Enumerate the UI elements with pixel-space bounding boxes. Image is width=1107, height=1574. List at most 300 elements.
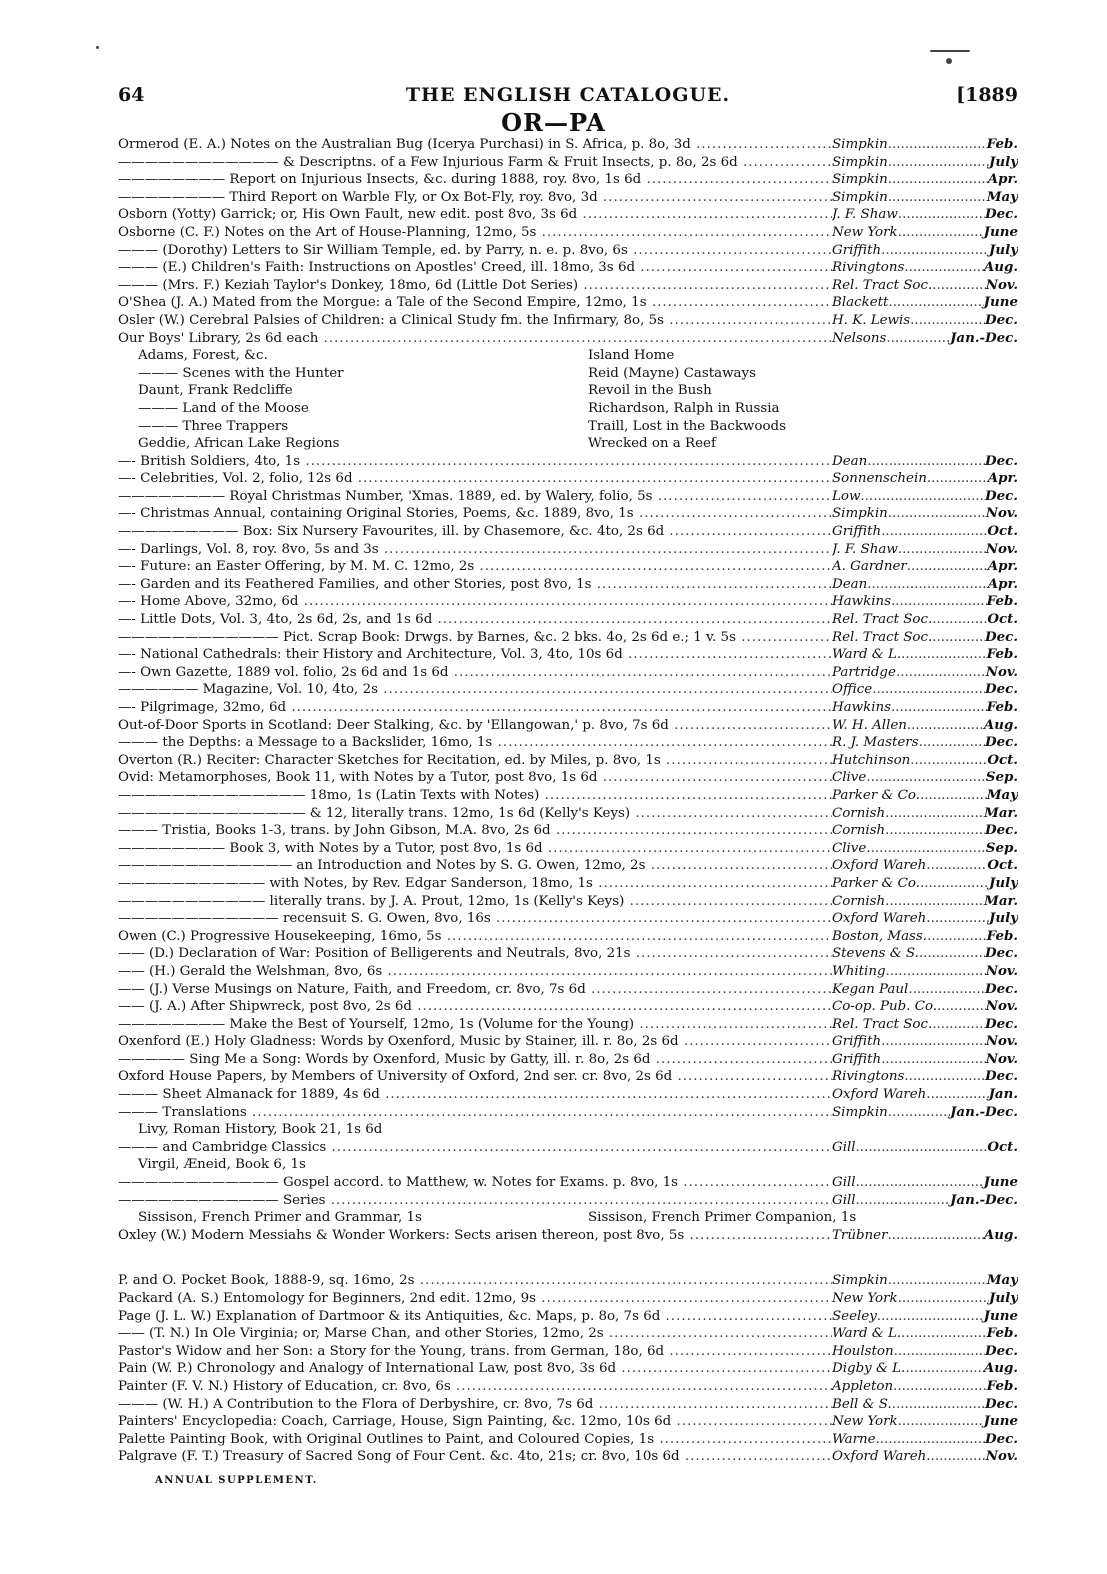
entry-month: Oct. xyxy=(987,1138,1018,1155)
entry-publisher: Trübner xyxy=(832,1227,888,1243)
entry-title: Oxley (W.) Modern Messiahs & Wonder Workers: Sects arisen thereon, post 8vo, 5s ..... xyxy=(118,1227,832,1245)
catalogue-entry xyxy=(118,294,1018,312)
entry-title: Packard (A. S.) Entomology for Beginners, 2nd edit. 12mo, 9s ..... xyxy=(118,1290,832,1308)
entry-publisher-month xyxy=(832,154,1018,172)
entry-publisher: Rel. Tract Soc. xyxy=(832,612,933,628)
entry-month: Sep. xyxy=(985,839,1018,856)
entry-title: ———————————— recensuit S. G. Owen, 8vo, 16s ..... xyxy=(118,910,832,928)
entry-publisher-month xyxy=(832,734,1018,752)
entry-publisher: Kegan Paul xyxy=(832,981,909,997)
entry-title: Livy, Roman History, Book 21, 1s 6d xyxy=(138,1122,383,1138)
entry-publisher: Partridge xyxy=(832,664,896,680)
entry-publisher: Houlston xyxy=(832,1343,894,1359)
entry-publisher-month xyxy=(832,277,1018,295)
entry-publisher-month xyxy=(832,1227,1018,1245)
entry-title: ————— Sing Me a Song: Words by Oxenford, Music by Gatty, ill. r. 8o, 2s 6d ..... xyxy=(118,1051,832,1069)
entry-month: Nov. xyxy=(985,1448,1018,1465)
entry-title: Owen (C.) Progressive Housekeeping, 16mo, 5s ..... xyxy=(118,928,832,946)
entry-publisher: Hawkins xyxy=(832,594,892,610)
entry-month: June xyxy=(983,1413,1018,1430)
catalogue-entry xyxy=(118,1308,1018,1326)
entry-month: Nov. xyxy=(985,276,1018,293)
entry-publisher-month xyxy=(832,998,1018,1016)
catalogue-entry xyxy=(118,523,1018,541)
entry-title: —— (J.) Verse Musings on Nature, Faith, and Freedom, cr. 8vo, 7s 6d ..... xyxy=(118,981,832,999)
entry-publisher-month xyxy=(832,681,1018,699)
library-sublist-row xyxy=(118,418,1018,436)
entry-title: Virgil, Æneid, Book 6, 1s xyxy=(138,1157,306,1173)
entry-publisher: Oxford Wareh. xyxy=(832,1449,931,1465)
entry-publisher-month xyxy=(832,330,1018,348)
entry-publisher-month xyxy=(832,1396,1018,1414)
entry-publisher-month xyxy=(832,1378,1018,1396)
translation-right: Sissison, French Primer Companion, 1s xyxy=(588,1210,857,1226)
entry-month: Aug. xyxy=(983,716,1018,733)
entry-publisher: New York xyxy=(832,1414,898,1430)
entry-month: Apr. xyxy=(987,171,1018,188)
entry-month: Dec. xyxy=(985,206,1018,223)
catalogue-entry xyxy=(118,242,1018,260)
catalogue-entry xyxy=(118,541,1018,559)
catalogue-entry xyxy=(118,558,1018,576)
entry-publisher: Griffith xyxy=(832,242,882,258)
entry-title: ——— (Dorothy) Letters to Sir William Temple, ed. by Parry, n. e. p. 8vo, 6s ..... xyxy=(118,242,832,260)
entry-publisher-month xyxy=(832,1139,1018,1157)
catalogue-entry xyxy=(118,1068,1018,1086)
catalogue-entry xyxy=(118,699,1018,717)
entry-publisher: New York xyxy=(832,1291,898,1306)
entry-publisher: Simpkin xyxy=(832,1273,888,1289)
entry-month: Dec. xyxy=(985,681,1018,698)
entry-publisher: Clive xyxy=(832,840,867,856)
entry-month: July xyxy=(989,241,1018,258)
entry-publisher: Rel. Tract Soc. xyxy=(832,629,933,645)
entry-publisher: Clive xyxy=(832,770,867,786)
catalogue-entry xyxy=(118,453,1018,471)
entry-month: Mar. xyxy=(984,804,1018,821)
entry-publisher: Ward & L. xyxy=(832,647,902,663)
entry-title: ——————————— with Notes, by Rev. Edgar Sanderson, 18mo, 1s ..... xyxy=(118,875,832,893)
entry-publisher: Rel. Tract Soc. xyxy=(832,277,933,293)
catalogue-entry xyxy=(118,1325,1018,1343)
entry-title: ——— (Mrs. F.) Keziah Taylor's Donkey, 18mo, 6d (Little Dot Series) ..... xyxy=(118,277,832,295)
entry-publisher: Dean xyxy=(832,576,868,592)
translation-item xyxy=(118,1156,1018,1174)
entry-publisher-month xyxy=(832,488,1018,506)
entry-publisher: Office xyxy=(832,682,873,698)
entry-month: July xyxy=(989,874,1018,891)
entry-title: Painters' Encyclopedia: Coach, Carriage, House, Sign Painting, &c. 12mo, 10s 6d ..... xyxy=(118,1413,832,1431)
entry-month: Dec. xyxy=(985,1015,1018,1032)
entry-month: Feb. xyxy=(986,1325,1018,1342)
catalogue-entry xyxy=(118,1139,1018,1157)
entry-title: —————— Magazine, Vol. 10, 4to, 2s ..... xyxy=(118,681,832,699)
entry-month: June xyxy=(983,1307,1018,1324)
entry-publisher-month xyxy=(832,875,1018,893)
entry-month: Dec. xyxy=(985,1430,1018,1447)
catalogue-entry xyxy=(118,259,1018,277)
entry-title: —- Christmas Annual, containing Original Stories, Poems, &c. 1889, 8vo, 1s ..... xyxy=(118,505,832,523)
library-title-right: Wrecked on a Reef xyxy=(588,436,716,452)
catalogue-entry xyxy=(118,1396,1018,1414)
entry-publisher-month xyxy=(832,1016,1018,1034)
entry-publisher-month xyxy=(832,1413,1018,1431)
catalogue-entry xyxy=(118,488,1018,506)
entry-publisher-month xyxy=(832,470,1018,488)
catalogue-entry xyxy=(118,875,1018,893)
catalogue-entry xyxy=(118,1174,1018,1192)
entry-title: —- Celebrities, Vol. 2, folio, 12s 6d ..... xyxy=(118,470,832,488)
library-sublist-row xyxy=(118,400,1018,418)
section-title: OR—PA xyxy=(501,108,606,137)
entry-publisher-month xyxy=(832,523,1018,541)
catalogue-entry xyxy=(118,171,1018,189)
entry-month: Mar. xyxy=(984,892,1018,909)
entry-publisher-month xyxy=(832,189,1018,207)
entry-publisher: Stevens & S. xyxy=(832,946,919,962)
entry-publisher: Simpkin xyxy=(832,172,888,188)
catalogue-entry xyxy=(118,1192,1018,1210)
catalogue-entry xyxy=(118,154,1018,172)
entry-publisher: W. H. Allen xyxy=(832,717,907,733)
entry-publisher-month xyxy=(832,1033,1018,1051)
catalogue-entry xyxy=(118,734,1018,752)
entry-publisher: Blackett xyxy=(832,295,889,311)
entry-publisher: Dean xyxy=(832,453,868,469)
entry-month: Apr. xyxy=(987,575,1018,592)
entry-publisher-month xyxy=(832,1272,1018,1290)
entry-month: Nov. xyxy=(985,663,1018,680)
entry-publisher-month xyxy=(832,963,1018,981)
catalogue-entry xyxy=(118,1086,1018,1104)
entry-publisher: Bell & S. xyxy=(832,1396,892,1412)
entry-month: Dec. xyxy=(985,1395,1018,1412)
entry-publisher-month xyxy=(832,1051,1018,1069)
entry-publisher-month xyxy=(832,769,1018,787)
entry-publisher: A. Gardner xyxy=(832,559,907,575)
entry-title: Oxford House Papers, by Members of University of Oxford, 2nd ser. cr. 8vo, 2s 6d ..... xyxy=(118,1068,832,1086)
entry-publisher-month xyxy=(832,541,1018,559)
catalogue-entry xyxy=(118,945,1018,963)
entry-publisher: Nelsons xyxy=(832,330,887,346)
entry-publisher-month xyxy=(832,224,1018,242)
catalogue-entry xyxy=(118,840,1018,858)
entry-publisher: J. F. Shaw xyxy=(832,541,898,557)
entry-publisher-month xyxy=(832,1325,1018,1343)
entry-month: June xyxy=(983,223,1018,240)
entry-title: Pain (W. P.) Chronology and Analogy of International Law, post 8vo, 3s 6d ..... xyxy=(118,1360,832,1378)
entry-title: ——— Translations ..... xyxy=(118,1104,832,1122)
library-title-left: ——— Land of the Moose xyxy=(138,400,309,416)
entry-title: —- Pilgrimage, 32mo, 6d ..... xyxy=(118,699,832,717)
entry-month: Aug. xyxy=(983,1226,1018,1243)
entry-publisher: Warne xyxy=(832,1431,876,1447)
entry-month: Dec. xyxy=(985,945,1018,962)
entry-publisher: Rivingtons xyxy=(832,260,905,276)
entry-title: ——— the Depths: a Message to a Backslider, 16mo, 1s ..... xyxy=(118,734,832,752)
entry-month: May xyxy=(986,188,1018,205)
entry-month: Dec. xyxy=(985,822,1018,839)
print-speck xyxy=(96,46,99,49)
entry-publisher: Simpkin xyxy=(832,154,888,170)
catalogue-entry xyxy=(118,752,1018,770)
entry-publisher-month xyxy=(832,1086,1018,1104)
entry-publisher-month xyxy=(832,259,1018,277)
catalogue-entry xyxy=(118,1104,1018,1122)
catalogue-entry xyxy=(118,312,1018,330)
translations-sublist xyxy=(118,1121,1018,1227)
entry-title: —- Own Gazette, 1889 vol. folio, 2s 6d and 1s 6d ..... xyxy=(118,664,832,682)
entry-publisher: Low xyxy=(832,488,861,504)
entry-publisher-month xyxy=(832,505,1018,523)
entry-publisher-month xyxy=(832,1431,1018,1449)
entry-publisher-month xyxy=(832,699,1018,717)
entry-publisher-month xyxy=(832,857,1018,875)
entry-publisher-month xyxy=(832,1343,1018,1361)
entry-month: Dec. xyxy=(985,734,1018,751)
entry-month: Nov. xyxy=(985,1050,1018,1067)
entry-month: Feb. xyxy=(986,136,1018,152)
entry-title: O'Shea (J. A.) Mated from the Morgue: a Tale of the Second Empire, 12mo, 1s ..... xyxy=(118,294,832,312)
entry-month: Nov. xyxy=(985,505,1018,522)
entry-month: Oct. xyxy=(987,751,1018,768)
catalogue-entry xyxy=(118,576,1018,594)
catalogue-entry xyxy=(118,1227,1018,1245)
catalogue-entry xyxy=(118,717,1018,735)
catalogue-entry xyxy=(118,805,1018,823)
entry-title: Our Boys' Library, 2s 6d each ..... xyxy=(118,330,832,348)
entry-title: —- British Soldiers, 4to, 1s ..... xyxy=(118,453,832,471)
catalogue-entry xyxy=(118,822,1018,840)
entry-publisher: Appleton xyxy=(832,1378,894,1394)
entry-publisher: Co-op. Pub. Co. xyxy=(832,999,938,1015)
entry-publisher-month xyxy=(832,1174,1018,1192)
catalogue-entry xyxy=(118,1343,1018,1361)
entry-publisher: Griffith xyxy=(832,524,882,540)
entry-title: P. and O. Pocket Book, 1888-9, sq. 16mo, 2s ..... xyxy=(118,1272,832,1290)
entry-publisher: Ward & L. xyxy=(832,1326,902,1342)
catalogue-entry xyxy=(118,1431,1018,1449)
entry-month: Sep. xyxy=(985,769,1018,786)
entry-title: ———————————— Pict. Scrap Book: Drwgs. by Barnes, &c. 2 bks. 4o, 2s 6d e.; 1 v. 5s ..... xyxy=(118,629,832,647)
entry-month: Oct. xyxy=(987,523,1018,540)
entry-publisher-month xyxy=(832,1068,1018,1086)
entry-title: ————————————— an Introduction and Notes by S. G. Owen, 12mo, 2s ..... xyxy=(118,857,832,875)
entry-publisher-month xyxy=(832,822,1018,840)
entry-publisher: Boston, Mass. xyxy=(832,928,928,944)
entry-title: Palette Painting Book, with Original Outlines to Paint, and Coloured Copies, 1s ..... xyxy=(118,1431,832,1449)
catalogue-entry xyxy=(118,928,1018,946)
entry-title: Page (J. L. W.) Explanation of Dartmoor & its Antiquities, &c. Maps, p. 8o, 7s 6d ..... xyxy=(118,1308,832,1326)
entry-month: Nov. xyxy=(985,998,1018,1015)
entry-publisher: Simpkin xyxy=(832,506,888,522)
library-title-left: Daunt, Frank Redcliffe xyxy=(138,383,293,399)
entry-publisher-month xyxy=(832,453,1018,471)
catalogue-entry xyxy=(118,136,1018,154)
library-title-left: ——— Scenes with the Hunter xyxy=(138,365,344,381)
entry-publisher: Simpkin xyxy=(832,189,888,205)
entry-title: —— (J. A.) After Shipwreck, post 8vo, 2s 6d ..... xyxy=(118,998,832,1016)
catalogue-title: THE ENGLISH CATALOGUE. xyxy=(405,84,731,106)
catalogue-entry xyxy=(118,629,1018,647)
entry-month: Feb. xyxy=(986,927,1018,944)
entry-title: ———————————— Series ..... xyxy=(118,1192,832,1210)
entry-month: Feb. xyxy=(986,646,1018,663)
entry-month: July xyxy=(989,1290,1018,1306)
library-title-right: Revoil in the Bush xyxy=(588,383,712,399)
entry-title: —————————————— 18mo, 1s (Latin Texts with Notes) ..... xyxy=(118,787,832,805)
library-sublist-row xyxy=(118,365,1018,383)
entry-publisher: Simpkin xyxy=(832,1104,888,1120)
entry-title: ——— (W. H.) A Contribution to the Flora of Derbyshire, cr. 8vo, 7s 6d ..... xyxy=(118,1396,832,1414)
entry-publisher-month xyxy=(832,805,1018,823)
entry-month: Dec. xyxy=(985,452,1018,469)
entry-title: Ovid: Metamorphoses, Book 11, with Notes by a Tutor, post 8vo, 1s 6d ..... xyxy=(118,769,832,787)
page-header xyxy=(118,84,1018,110)
entry-month: Nov. xyxy=(985,962,1018,979)
entry-title: —— (H.) Gerald the Welshman, 8vo, 6s ..... xyxy=(118,963,832,981)
catalogue-entry xyxy=(118,1360,1018,1378)
translation-pair xyxy=(118,1209,1018,1227)
catalogue-entry xyxy=(118,787,1018,805)
entry-publisher-month xyxy=(832,206,1018,224)
print-speck xyxy=(946,58,952,64)
year-marker: [1889 xyxy=(956,84,1018,106)
entry-publisher-month xyxy=(832,893,1018,911)
entry-title: Ormerod (E. A.) Notes on the Australian Bug (Icerya Purchasi) in S. Africa, p. 8o, 3d ..... xyxy=(118,136,832,154)
library-title-right: Traill, Lost in the Backwoods xyxy=(588,418,786,434)
entry-publisher-month xyxy=(832,840,1018,858)
entry-publisher: Cornish xyxy=(832,893,886,909)
catalogue-entry xyxy=(118,681,1018,699)
entry-month: May xyxy=(986,1272,1018,1289)
entry-title: Palgrave (F. T.) Treasury of Sacred Song of Four Cent. &c. 4to, 21s; cr. 8vo, 10s 6d ..... xyxy=(118,1448,832,1466)
entry-publisher-month xyxy=(832,1192,1018,1210)
section-gap xyxy=(118,1244,1018,1272)
entry-publisher: New York xyxy=(832,224,898,240)
catalogue-entry xyxy=(118,910,1018,928)
entry-publisher: Rel. Tract Soc. xyxy=(832,1016,933,1032)
library-sublist-row xyxy=(118,382,1018,400)
entry-title: Pastor's Widow and her Son: a Story for the Young, trans. from German, 18o, 6d ..... xyxy=(118,1343,832,1361)
entry-publisher-month xyxy=(832,294,1018,312)
entry-publisher: Digby & L. xyxy=(832,1361,906,1377)
entry-title: ——— and Cambridge Classics ..... xyxy=(118,1139,832,1157)
entry-publisher-month xyxy=(832,629,1018,647)
entry-title: ———————— Third Report on Warble Fly, or Ox Bot-Fly, roy. 8vo, 3d ..... xyxy=(118,189,832,207)
entry-publisher: H. K. Lewis xyxy=(832,312,911,328)
entry-title: ————————— Box: Six Nursery Favourites, ill. by Chasemore, &c. 4to, 2s 6d ..... xyxy=(118,523,832,541)
entry-title: ——————————— literally trans. by J. A. Prout, 12mo, 1s (Kelly's Keys) ..... xyxy=(118,893,832,911)
entry-title: —- Future: an Easter Offering, by M. M. C. 12mo, 2s ..... xyxy=(118,558,832,576)
entry-publisher-month xyxy=(832,717,1018,735)
entry-title: ——— (E.) Children's Faith: Instructions on Apostles' Creed, ill. 18mo, 3s 6d ..... xyxy=(118,259,832,277)
entry-title: Out-of-Door Sports in Scotland: Deer Stalking, &c. by 'Ellangowan,' p. 8vo, 7s 6d ..... xyxy=(118,717,832,735)
entry-title: ———————————— & Descriptns. of a Few Injurious Farm & Fruit Insects, p. 8o, 2s 6d ..... xyxy=(118,154,832,172)
entry-publisher: Oxford Wareh. xyxy=(832,858,931,874)
entry-publisher: Rivingtons xyxy=(832,1069,905,1085)
entry-publisher-month xyxy=(832,664,1018,682)
entry-publisher: Parker & Co. xyxy=(832,875,920,891)
entry-publisher: Oxford Wareh. xyxy=(832,1087,931,1103)
entry-publisher-month xyxy=(832,312,1018,330)
entry-month: Dec. xyxy=(985,487,1018,504)
entry-publisher-month xyxy=(832,752,1018,770)
entry-month: Nov. xyxy=(985,1033,1018,1050)
entry-publisher: Simpkin xyxy=(832,137,888,152)
entry-publisher: R. J. Masters xyxy=(832,735,919,751)
catalogue-entry xyxy=(118,1378,1018,1396)
catalogue-entry xyxy=(118,963,1018,981)
entry-publisher: Parker & Co. xyxy=(832,787,920,803)
entry-title: ———————— Report on Injurious Insects, &c. during 1888, roy. 8vo, 1s 6d ..... xyxy=(118,171,832,189)
entry-publisher: Hutchinson xyxy=(832,752,911,768)
entry-publisher-month xyxy=(832,576,1018,594)
print-smudge xyxy=(930,50,970,52)
entry-list xyxy=(118,136,1018,1466)
catalogue-entry xyxy=(118,189,1018,207)
entry-publisher: Gill xyxy=(832,1192,856,1208)
entry-title: ———————————— Gospel accord. to Matthew, w. Notes for Exams. p. 8vo, 1s ..... xyxy=(118,1174,832,1192)
entry-month: Feb. xyxy=(986,593,1018,610)
entry-publisher-month xyxy=(832,1448,1018,1466)
entry-publisher-month xyxy=(832,1290,1018,1308)
entry-publisher-month xyxy=(832,1360,1018,1378)
library-title-right: Reid (Mayne) Castaways xyxy=(588,365,756,381)
entry-month: Apr. xyxy=(987,558,1018,575)
entry-publisher-month xyxy=(832,593,1018,611)
entry-publisher: Griffith xyxy=(832,1051,882,1067)
entry-title: —— (D.) Declaration of War: Position of Belligerents and Neutrals, 8vo, 21s ..... xyxy=(118,945,832,963)
entry-publisher-month xyxy=(832,910,1018,928)
library-title-right: Richardson, Ralph in Russia xyxy=(588,400,780,416)
library-sublist xyxy=(118,347,1018,453)
entry-publisher: Griffith xyxy=(832,1034,882,1050)
entry-month: Oct. xyxy=(987,857,1018,874)
catalogue-entry xyxy=(118,277,1018,295)
catalogue-entry xyxy=(118,857,1018,875)
entry-publisher-month xyxy=(832,136,1018,154)
entry-publisher: Cornish xyxy=(832,823,886,839)
catalogue-entry xyxy=(118,593,1018,611)
entry-publisher: Oxford Wareh. xyxy=(832,911,931,927)
entry-publisher-month xyxy=(832,1104,1018,1122)
entry-month: Aug. xyxy=(983,259,1018,276)
entry-month: Jan.-Dec. xyxy=(950,329,1018,346)
entry-publisher-month xyxy=(832,945,1018,963)
catalogue-entry xyxy=(118,611,1018,629)
entry-publisher-month xyxy=(832,242,1018,260)
entry-month: Feb. xyxy=(986,1377,1018,1394)
entry-publisher: Gill xyxy=(832,1175,856,1191)
entry-publisher-month xyxy=(832,611,1018,629)
entry-publisher-month xyxy=(832,646,1018,664)
entry-title: —- Little Dots, Vol. 3, 4to, 2s 6d, 2s, and 1s 6d ..... xyxy=(118,611,832,629)
entry-month: Jan. xyxy=(988,1086,1018,1103)
catalogue-entry xyxy=(118,664,1018,682)
entry-title: —- Garden and its Feathered Families, and other Stories, post 8vo, 1s ..... xyxy=(118,576,832,594)
entry-publisher-month xyxy=(832,171,1018,189)
entry-title: ———————— Royal Christmas Number, 'Xmas. 1889, ed. by Walery, folio, 5s ..... xyxy=(118,488,832,506)
entry-title: Osborne (C. F.) Notes on the Art of House-Planning, 12mo, 5s ..... xyxy=(118,224,832,242)
catalogue-entry xyxy=(118,505,1018,523)
entry-month: Dec. xyxy=(985,980,1018,997)
entry-month: July xyxy=(989,910,1018,927)
entry-month: Jan.-Dec. xyxy=(950,1103,1018,1120)
entry-publisher: Cornish xyxy=(832,805,886,821)
entry-month: Oct. xyxy=(987,611,1018,628)
page-footer: ANNUAL SUPPLEMENT. xyxy=(155,1475,318,1486)
